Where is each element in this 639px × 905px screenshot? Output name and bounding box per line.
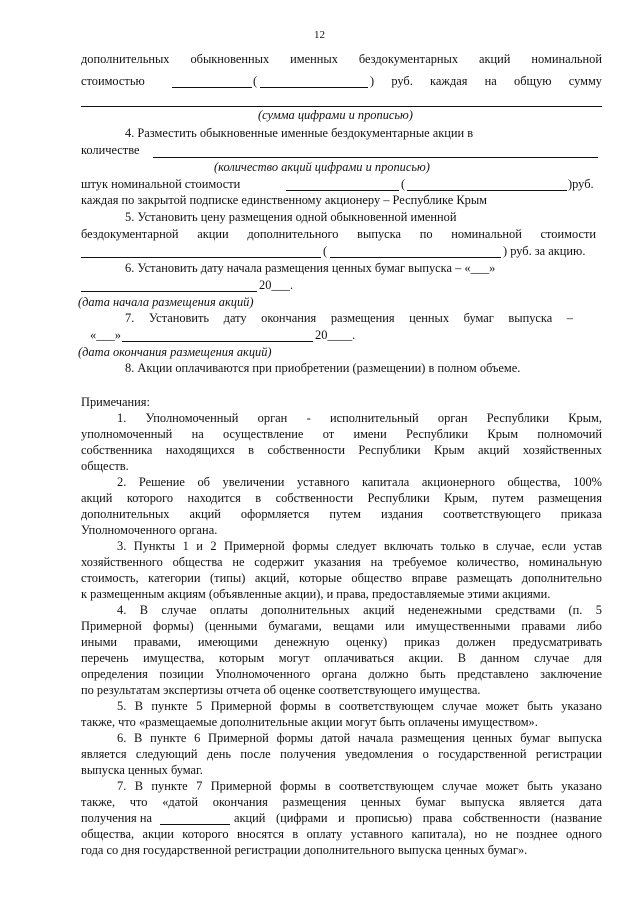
- field-caption: (количество акций цифрами и прописью): [214, 160, 430, 174]
- blank-field: [81, 291, 257, 292]
- note-line: получения на: [81, 811, 152, 825]
- note-line: к размещенным акциям (объявленные акции), и права, предоставляемые этими акциями.: [81, 587, 551, 601]
- note-line: также, что «датой окончания размещения ценных бумаг выпуска является дата: [81, 795, 602, 809]
- blank-field: [81, 257, 321, 258]
- field-caption: (дата окончания размещения акций): [78, 345, 272, 359]
- note-line: определения позиции Уполномоченного органа должно быть представлено заключение: [81, 667, 602, 681]
- text-line: 20___.: [259, 278, 294, 292]
- text-line: «___»: [90, 328, 121, 342]
- text-line: )руб.: [568, 177, 594, 191]
- note-line: иными правами, имеющими денежную оценку) приказ должен предусматривать: [81, 635, 602, 649]
- note-line: Примерной формы) (ценными бумагами, вещами или имущественными правами либо: [81, 619, 602, 633]
- field-caption: (дата начала размещения акций): [78, 295, 254, 309]
- blank-field: [286, 190, 399, 191]
- text-line: 8. Акции оплачиваются при приобретении (размещении) в полном объеме.: [125, 361, 521, 375]
- note-line: 4. В случае оплаты дополнительных акций неденежными средствами (п. 5: [117, 603, 602, 617]
- note-line: 6. В пункте 6 Примерной формы датой начала размещения ценных бумаг выпуска: [117, 731, 602, 745]
- note-line: Уполномоченного органа.: [81, 523, 218, 537]
- blank-field: [172, 87, 252, 88]
- text-line: (: [253, 74, 258, 88]
- text-line: 5. Установить цену размещения одной обыкновенной именной: [125, 210, 457, 224]
- note-line: также, что «размещаемые дополнительные акции могут быть оплачены имуществом».: [81, 715, 538, 729]
- blank-field: [407, 190, 567, 191]
- note-line: 3. Пункты 1 и 2 Примерной формы следует включать только в случае, если устав: [117, 539, 602, 553]
- text-line: бездокументарной акции дополнительного выпуска по номинальной стоимости: [81, 227, 596, 241]
- blank-field: [160, 824, 230, 825]
- note-line: дополнительных акций оформляется путем издания соответствующего приказа: [81, 507, 602, 521]
- text-line: дополнительных обыкновенных именных бездокументарных акций номинальной: [81, 52, 602, 66]
- note-line: 7. В пункте 7 Примерной формы в соответствующем случае может быть указано: [117, 779, 602, 793]
- note-line: 5. В пункте 5 Примерной формы в соответствующем случае может быть указано: [117, 699, 602, 713]
- blank-field: [122, 341, 313, 342]
- note-line: хозяйственного общества не содержит указания на требуемое количество, номинальную: [81, 555, 602, 569]
- note-line: акций которого находится в собственности Республики Крым, путем размещения: [81, 491, 602, 505]
- note-line: перечень имущества, которым могут оплачиваться акции. В данном случае для: [81, 651, 602, 665]
- note-line: собственника находящихся в собственности Республики Крым акций хозяйственных: [81, 443, 602, 457]
- text-line: стоимостью: [81, 74, 145, 88]
- note-line: обществ.: [81, 459, 129, 473]
- field-caption: (сумма цифрами и прописью): [258, 108, 413, 122]
- page-number: 12: [314, 29, 325, 41]
- text-line: (: [323, 244, 328, 258]
- note-line: по результатам экспертизы отчета об оценке соответствующего имущества.: [81, 683, 481, 697]
- note-line: 1. Уполномоченный орган - исполнительный орган Республики Крым,: [117, 411, 602, 425]
- text-line: каждая по закрытой подписке единственному акционеру – Республике Крым: [81, 193, 487, 207]
- text-line: штук номинальной стоимости: [81, 177, 241, 191]
- note-line: 2. Решение об увеличении уставного капитала акционерного общества, 100%: [117, 475, 602, 489]
- blank-field: [81, 106, 602, 107]
- notes-heading: Примечания:: [81, 395, 150, 409]
- note-line: является следующий день после получения уведомления о государственной регистрации: [81, 747, 602, 761]
- text-line: (: [401, 177, 406, 191]
- note-line: уполномоченный на осуществление от имени Республики Крым полномочий: [81, 427, 602, 441]
- text-line: количестве: [81, 143, 140, 157]
- blank-field: [330, 257, 501, 258]
- note-line: выпуска ценных бумаг.: [81, 763, 203, 777]
- text-line: ) руб. за акцию.: [503, 244, 586, 258]
- text-line: 7. Установить дату окончания размещения ценных бумаг выпуска –: [125, 311, 573, 325]
- note-line: акций (цифрами и прописью) права собственности (название: [234, 811, 602, 825]
- blank-field: [260, 87, 368, 88]
- note-line: общества, акции которого вносятся в оплату уставного капитала), но не позднее одного: [81, 827, 602, 841]
- note-line: года со дня государственной регистрации дополнительного выпуска ценных бумаг».: [81, 843, 528, 857]
- text-line: 4. Разместить обыкновенные именные бездокументарные акции в: [125, 126, 474, 140]
- blank-field: [153, 157, 598, 158]
- text-line: 6. Установить дату начала размещения ценных бумаг выпуска – «___»: [125, 261, 496, 275]
- text-line: 20____.: [315, 328, 356, 342]
- note-line: стоимость, категории (типы) акций, которые общество вправе размещать дополнительно: [81, 571, 602, 585]
- text-line: ) руб. каждая на общую сумму: [370, 74, 602, 88]
